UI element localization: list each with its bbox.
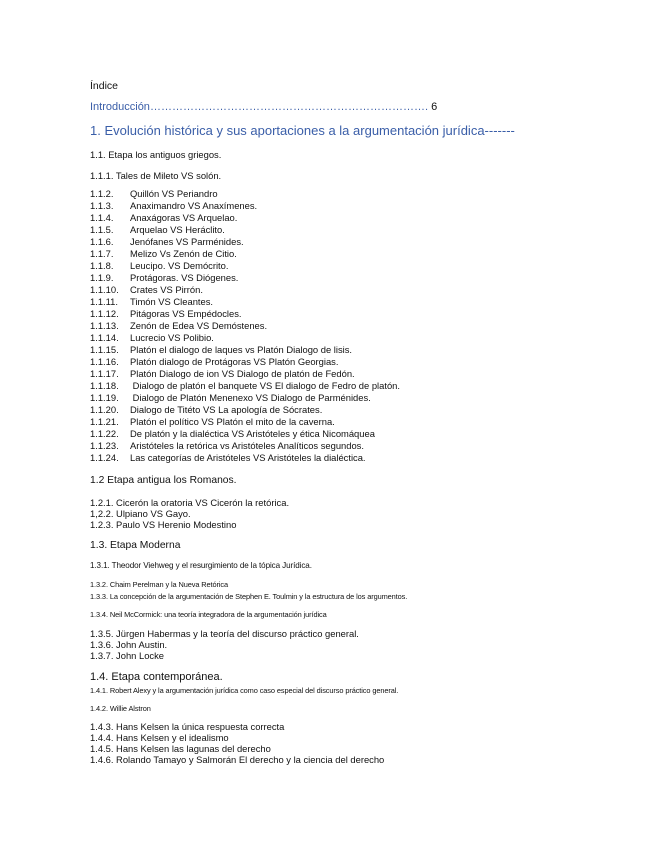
toc-item: 1.3.5. Jürgen Habermas y la teoría del discurso práctico general. [90,628,359,639]
toc-item: 1.1.21. Platón el político VS Platón el mito de la caverna. [90,416,335,427]
section-1-2: 1.2 Etapa antigua los Romanos. [90,475,237,486]
section-1-1: 1.1. Etapa los antiguos griegos. [90,149,222,160]
toc-item: 1.1.7. Melizo Vs Zenón de Citio. [90,248,237,259]
section-1-4: 1.4. Etapa contemporánea. [90,671,223,683]
toc-item: 1.1.22. De platón y la dialéctica VS Aristóteles y ética Nicomáquea [90,428,375,439]
toc-item: 1.1.17. Platón Dialogo de ion VS Dialogo de platón de Fedón. [90,368,355,379]
toc-intro-link[interactable] [90,101,437,113]
toc-item: 1.1.23. Aristóteles la retórica vs Aristóteles Analíticos segundos. [90,440,364,451]
toc-item: 1.1.14. Lucrecio VS Polibio. [90,332,214,343]
toc-item: 1.1.11. Timón VS Cleantes. [90,296,214,307]
toc-item: 1.1.2. Quillón VS Periandro [90,188,218,199]
intro-dots: …………………………………………………………………. [149,101,428,113]
toc-item: 1.1.8. Leucipo. VS Demócrito. [90,260,229,271]
toc-item: 1.1.12. Pitágoras VS Empédocles. [90,308,242,319]
toc-item: 1.1.15. Platón el dialogo de laques vs Platón Dialogo de lisis. [90,344,353,355]
section-1-1-1: 1.1.1. Tales de Mileto VS solón. [90,170,222,181]
toc-item: 1.3.1. Theodor Viehweg y el resurgimiento de la tópica Jurídica. [90,561,312,570]
toc-item: 1.3.2. Chaim Perelman y la Nueva Retórica [90,580,229,589]
toc-item: 1.2.3. Paulo VS Herenio Modestino [90,519,237,530]
toc-item: 1.1.10. Crates VS Pirrón. [90,284,203,295]
index-title: Índice [90,80,119,92]
toc-item: 1.4.4. Hans Kelsen y el idealismo [90,732,229,743]
toc-item: 1.4.5. Hans Kelsen las lagunas del derecho [90,743,271,754]
toc-item: 1.1.19. Dialogo de Platón Menenexo VS Dialogo de Parménides. [90,392,371,403]
intro-label: Introducción [90,101,150,113]
toc-item: 1.3.6. John Austin. [90,639,168,650]
toc-item: 1.3.3. La concepción de la argumentación de Stephen E. Toulmin y la estructura de los argumentos. [90,592,408,601]
toc-item: 1.4.6. Rolando Tamayo y Salmorán El derecho y la ciencia del derecho [90,754,385,765]
toc-item: 1.4.2. Willie Alstron [90,704,151,713]
toc-item: 1.1.4. Anaxágoras VS Arquelao. [90,212,238,223]
toc-item: 1.3.4. Neil McCormick: una teoría integradora de la argumentación jurídica [90,610,327,619]
toc-item: 1.4.3. Hans Kelsen la única respuesta correcta [90,721,285,732]
toc-item: 1.1.5. Arquelao VS Heráclito. [90,224,225,235]
toc-item: 1.1.18. Dialogo de platón el banquete VS El dialogo de Fedro de platón. [90,380,400,391]
toc-item: 1,2.2. Ulpiano VS Gayo. [90,508,191,519]
toc-item: 1.1.3. Anaximandro VS Anaxímenes. [90,200,258,211]
toc-item: 1.1.16. Platón dialogo de Protágoras VS Platón Georgias. [90,356,339,367]
toc-item: 1.4.1. Robert Alexy y la argumentación jurídica como caso especial del discurso práctico general. [90,686,399,695]
toc-item: 1.3.7. John Locke [90,650,165,661]
toc-item: 1.1.13. Zenón de Edea VS Demóstenes. [90,320,268,331]
section-1-3: 1.3. Etapa Moderna [90,540,181,551]
toc-item: 1.1.6. Jenófanes VS Parménides. [90,236,244,247]
toc-item: 1.2.1. Cicerón la oratoria VS Cicerón la retórica. [90,497,290,508]
toc-item: 1.1.9. Protágoras. VS Diógenes. [90,272,239,283]
intro-page-number: 6 [431,101,438,113]
toc-item: 1.1.20. Dialogo de Titéto VS La apología de Sócrates. [90,404,323,415]
toc-item: 1.1.24. Las categorías de Aristóteles VS Aristóteles la dialéctica. [90,452,366,463]
chapter-1-heading: 1. Evolución histórica y sus aportaciones a la argumentación jurídica------- [90,123,515,138]
